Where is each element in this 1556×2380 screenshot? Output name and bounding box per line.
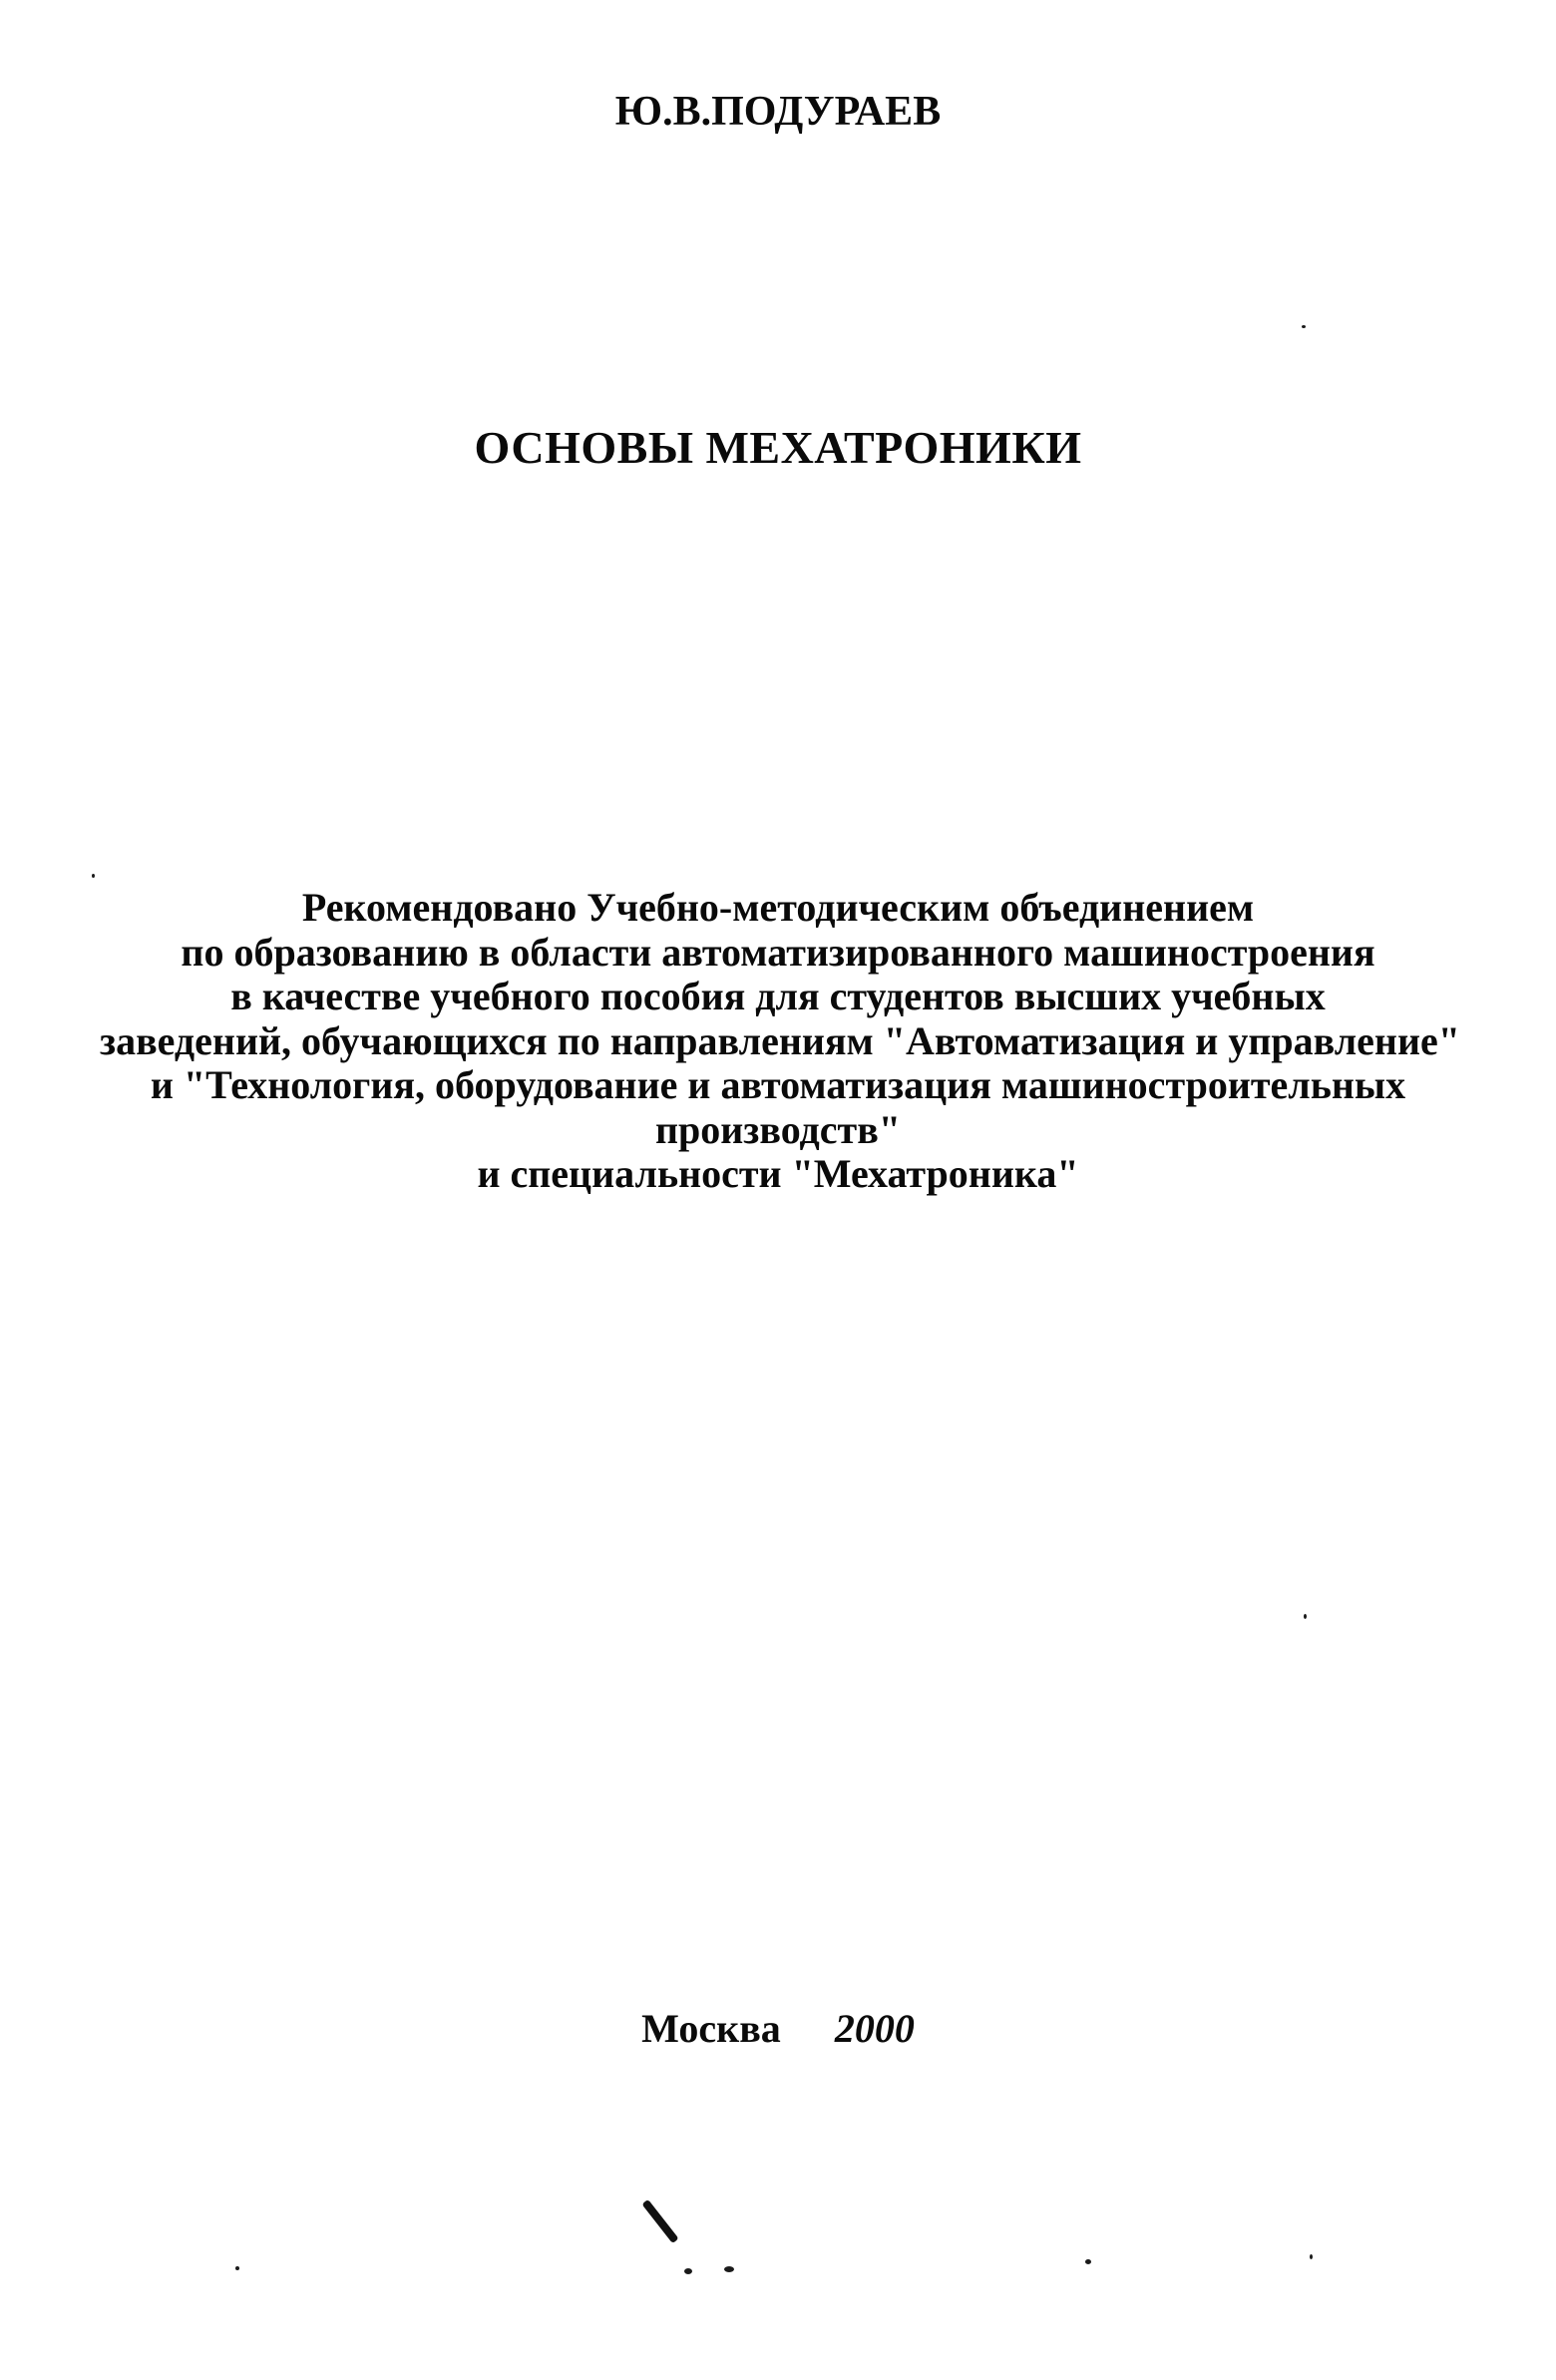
recommendation-text — [100, 885, 1460, 1197]
recommendation-line: производств" — [654, 1106, 902, 1152]
recommendation-line: Рекомендовано Учебно-методическим объединением — [301, 885, 1255, 930]
scan-speck — [724, 2266, 734, 2272]
publication-city: Москва — [641, 2006, 781, 2051]
recommendation-line: по образованию в области автоматизированного машиностроения — [181, 929, 1375, 975]
scan-speck — [1310, 2254, 1313, 2259]
recommendation-line: и "Технология, оборудование и автоматизация машиностроительных — [150, 1062, 1406, 1107]
imprint — [0, 2005, 1556, 2052]
scan-speck — [1304, 1614, 1307, 1619]
scan-speck — [1085, 2259, 1091, 2264]
scan-speck — [92, 874, 95, 878]
author-name: Ю.В.ПОДУРАЕВ — [614, 89, 942, 135]
publication-year: 2000 — [834, 2006, 915, 2051]
scan-speck — [1302, 325, 1306, 328]
recommendation-line: в качестве учебного пособия для студентов высших учебных — [230, 974, 1326, 1018]
scan-mark — [641, 2199, 678, 2243]
book-title: ОСНОВЫ МЕХАТРОНИКИ — [474, 422, 1082, 473]
scan-speck — [684, 2268, 692, 2274]
recommendation-line: и специальности "Мехатроника" — [477, 1151, 1079, 1196]
recommendation-line: заведений, обучающихся по направлениям "Автоматизация и управление" — [100, 1017, 1460, 1063]
scan-speck — [235, 2266, 239, 2270]
